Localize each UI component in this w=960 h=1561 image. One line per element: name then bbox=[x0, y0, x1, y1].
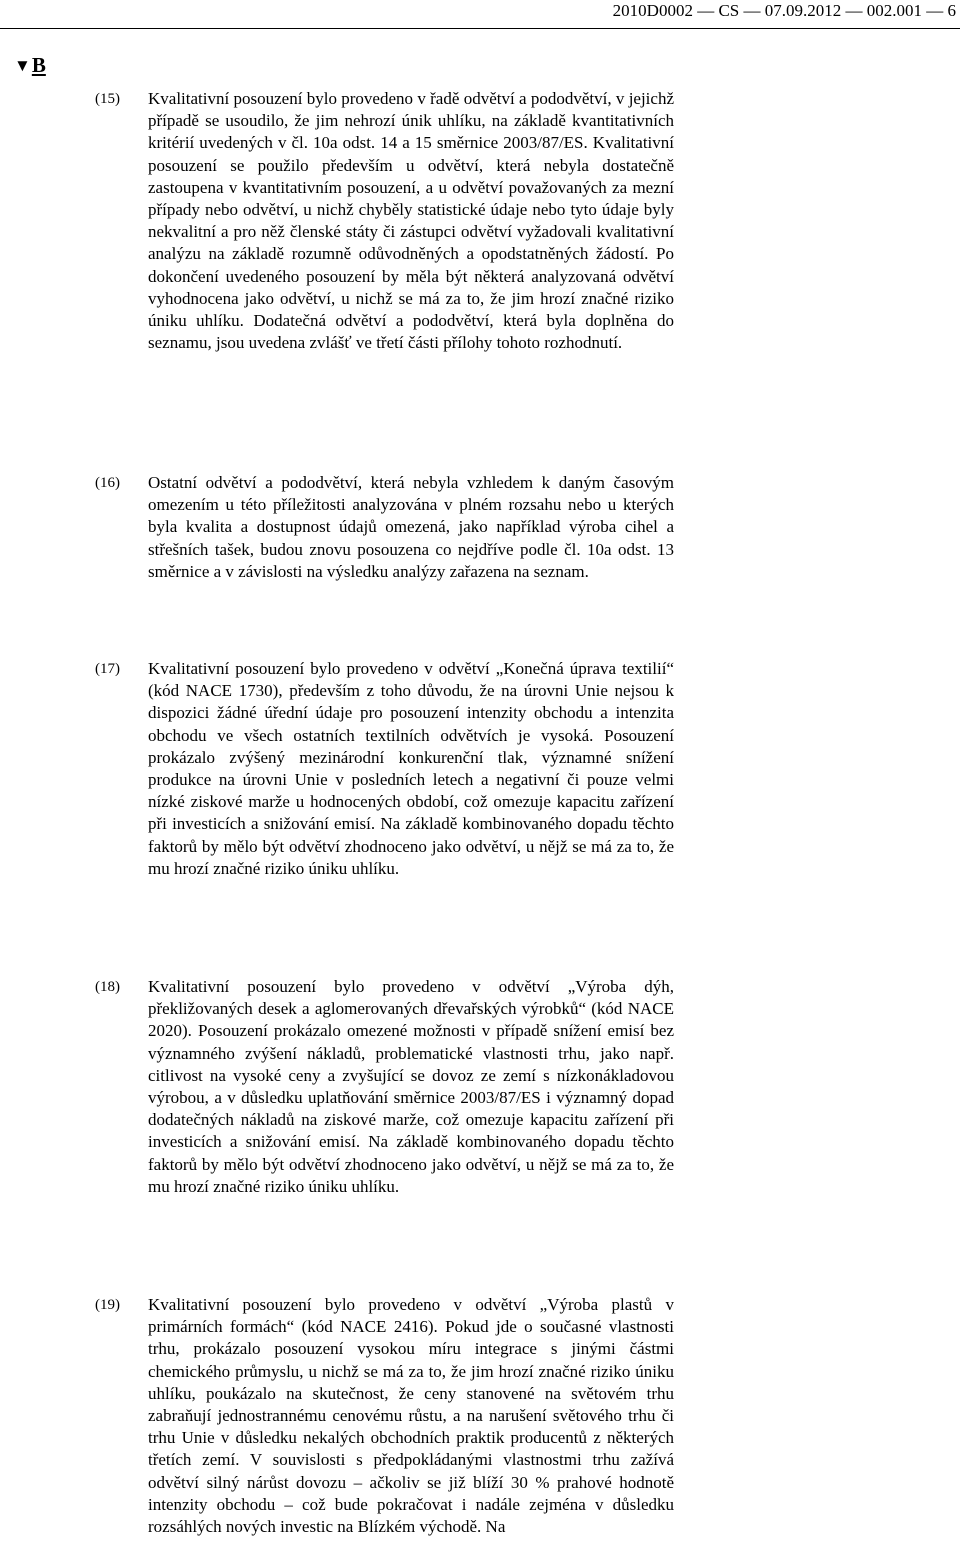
triangle-down-icon: ▼ bbox=[14, 56, 31, 75]
recital-number: (19) bbox=[95, 1297, 120, 1313]
recital-text: Kvalitativní posouzení bylo provedeno v odvětví „Výroba dýh, překližovaných desek a aglomerovaných dřevařských výrobků“ (kód NACE 2020). Posouzení prokázalo omezené možnosti v případě snížení emisí bez významného zvýšení nákladů, problematické vlastnosti trhu, jako např. citlivost na vysoké ceny a zvyšující se dovoz ze zemí s nízkonákladovou výrobou, a v důsledku uplatňování směrnice 2003/87/ES i významný dopad dodatečných nákladů na ziskové marže, což omezuje kapacitu zařízení při investicích a snižování emisí. Na základě kombinovaného dopadu těchto faktorů by mělo být odvětví zhodnoceno jako odvětví, u nějž se má za to, že mu hrozí značné riziko úniku uhlíku. bbox=[148, 977, 674, 1196]
page-header bbox=[0, 0, 960, 36]
recital-number: (17) bbox=[95, 661, 120, 677]
document-reference-header: 2010D0002 — CS — 07.09.2012 — 002.001 — 6 bbox=[612, 1, 956, 20]
amendment-marker bbox=[14, 54, 46, 77]
recital-text: Kvalitativní posouzení bylo provedeno v odvětví „Výroba plastů v primárních formách“ (kód NACE 2416). Pokud jde o současné vlastnosti trhu, prokázalo posouzení vysokou míru integrace s jinými částmi chemického průmyslu, u nichž se má za to, že jim hrozí značné riziko úniku uhlíku, poukázalo na skutečnost, že ceny stanovené na světovém trhu zabraňují jednostrannému cenovému růstu, a na narušení světového trhu či trhu Unie v důsledku nekalých obchodních praktik producentů z některých třetích zemí. V souvislosti s předpokládanými vlastnostmi trhu zažívá odvětví silný nárůst dovozu – ačkoliv se již blíží 30 % prahové hodnotě intenzity obchodu – což bude pokračovat i nadále zejména v důsledku rozsáhlých nových investic na Blízkém východě. Na bbox=[148, 1295, 674, 1537]
amendment-marker-letter: B bbox=[31, 53, 46, 77]
recital-number: (18) bbox=[95, 979, 120, 995]
recital-number: (15) bbox=[95, 91, 120, 107]
recital-text: Ostatní odvětví a pododvětví, která nebyla vzhledem k daným časovým omezením u této příležitosti analyzována v plném rozsahu nebo u kterých byla kvalita a dostupnost údajů omezená, jako například výroba cihel a střešních tašek, budou znovu posouzena co nejdříve podle čl. 10a odst. 13 směrnice a v závislosti na výsledku analýzy zařazena na seznam. bbox=[148, 473, 674, 581]
header-rule bbox=[0, 28, 960, 29]
recital-text: Kvalitativní posouzení bylo provedeno v řadě odvětví a pododvětví, v jejichž případě se usoudilo, že jim nehrozí únik uhlíku, na základě kvantitativních kritérií uvedených v čl. 10a odst. 14 a 15 směrnice 2003/87/ES. Kvalitativní posouzení se použilo především u odvětví, která nebyla dostatečně zastoupena v kvantitativním posouzení, a u odvětví považovaných za mezní případy nebo odvětví, u nichž chyběly statistické údaje nebo tyto údaje byly nekvalitní a pro něž členské státy či zástupci odvětví vyžadovali kvalitativní analýzu na základě rozumně odůvodněných a opodstatněných žádostí. Po dokončení uvedeného posouzení by měla být některá analyzovaná odvětví vyhodnocena jako odvětví, u nichž se má za to, že jim hrozí značné riziko úniku uhlíku. Dodatečná odvětví a pododvětví, která byla doplněna do seznamu, jsou uvedena zvlášť ve třetí části přílohy tohoto rozhodnutí. bbox=[148, 89, 674, 353]
recital-number: (16) bbox=[95, 475, 120, 491]
recital-text: Kvalitativní posouzení bylo provedeno v odvětví „Konečná úprava textilií“ (kód NACE 1730), především z toho důvodu, že na úrovni Unie nejsou k dispozici žádné úřední údaje pro posouzení intenzity obchodu a intenzita obchodu ve všech ostatních textilních odvětvích je vysoká. Posouzení prokázalo zvýšený mezinárodní konkurenční tlak, významné snížení produkce na úrovni Unie v posledních letech a negativní či pouze velmi nízké ziskové marže u hodnocených období, což omezuje kapacitu zařízení při investicích a snižování emisí. Na základě kombinovaného dopadu těchto faktorů by mělo být odvětví zhodnoceno jako odvětví, u nějž se má za to, že mu hrozí značné riziko úniku uhlíku. bbox=[148, 659, 674, 878]
